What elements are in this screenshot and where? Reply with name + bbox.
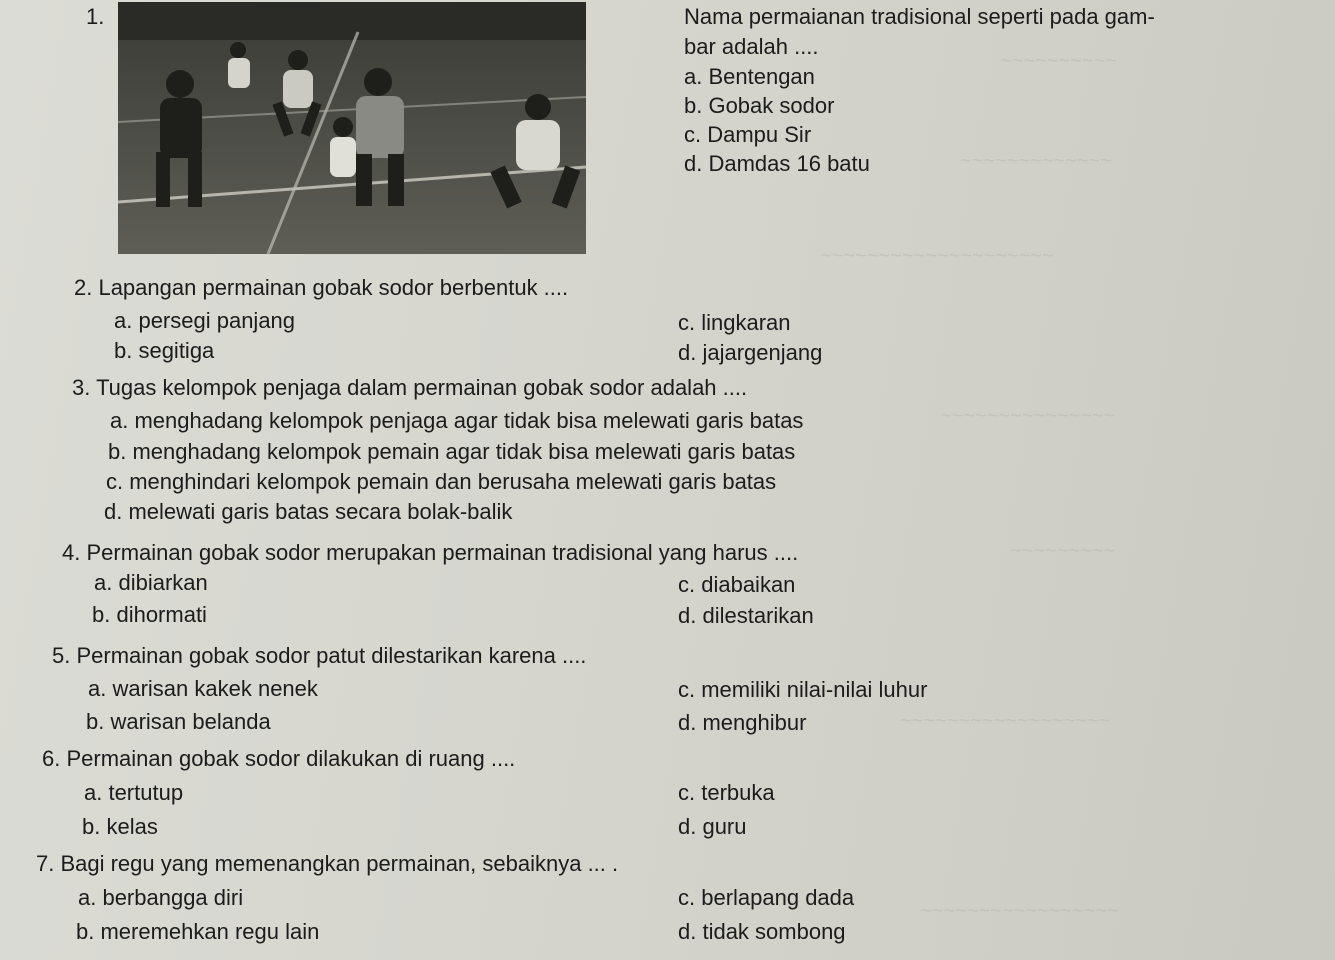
q3-option-d[interactable]: d. melewati garis batas secara bolak-balik [104, 499, 513, 524]
q4-option-a[interactable]: a. dibiarkan [94, 570, 208, 595]
q3-text: 3. Tugas kelompok penjaga dalam permainan gobak sodor adalah .... [72, 375, 748, 400]
q2-option-a[interactable]: a. persegi panjang [114, 308, 296, 333]
q4-text: 4. Permainan gobak sodor merupakan permainan tradisional yang harus .... [62, 540, 799, 565]
q3-option-a[interactable]: a. menghadang kelompok penjaga agar tidak bisa melewati garis batas [110, 408, 804, 433]
q5-option-a[interactable]: a. warisan kakek nenek [88, 676, 318, 701]
show-through: ~~~~~~~~~~~~~~~~~ [920, 900, 1119, 922]
q2-text: 2. Lapangan permainan gobak sodor berbentuk .... [74, 275, 569, 300]
q4-option-b[interactable]: b. dihormati [92, 602, 207, 627]
q1-text-line2: bar adalah .... [684, 34, 819, 59]
q5-option-c[interactable]: c. memiliki nilai-nilai luhur [678, 677, 928, 702]
q5-option-b[interactable]: b. warisan belanda [86, 709, 271, 734]
q5-option-d[interactable]: d. menghibur [678, 710, 807, 735]
q7-option-c[interactable]: c. berlapang dada [678, 885, 855, 910]
q2-option-b[interactable]: b. segitiga [114, 338, 215, 363]
q6-text: 6. Permainan gobak sodor dilakukan di ruang .... [42, 746, 516, 771]
q1-option-c[interactable]: c. Dampu Sir [684, 122, 812, 147]
gobak-sodor-photo [118, 2, 586, 254]
q1-number: 1. [86, 4, 105, 29]
q6-option-a[interactable]: a. tertutup [84, 780, 184, 805]
show-through: ~~~~~~~~~~~~~~~~~~~~ [820, 245, 1054, 267]
q1-text-line1: Nama permaianan tradisional seperti pada gam- [684, 4, 1155, 29]
q4-option-c[interactable]: c. diabaikan [678, 572, 796, 597]
q3-option-b[interactable]: b. menghadang kelompok pemain agar tidak bisa melewati garis batas [108, 439, 796, 464]
players-illustration [118, 2, 586, 254]
q7-option-d[interactable]: d. tidak sombong [678, 919, 846, 944]
q6-option-c[interactable]: c. terbuka [678, 780, 775, 805]
show-through: ~~~~~~~~~~~~~~~~~~ [900, 710, 1111, 732]
show-through: ~~~~~~~~~ [1010, 540, 1116, 562]
q1-option-d[interactable]: d. Damdas 16 batu [684, 151, 870, 176]
q6-option-b[interactable]: b. kelas [82, 814, 158, 839]
q2-option-c[interactable]: c. lingkaran [678, 310, 791, 335]
q4-option-d[interactable]: d. dilestarikan [678, 603, 814, 628]
show-through: ~~~~~~~~~~ [1000, 50, 1117, 72]
show-through: ~~~~~~~~~~~~~ [960, 150, 1112, 172]
q7-option-b[interactable]: b. meremehkan regu lain [76, 919, 320, 944]
show-through: ~~~~~~~~~~~~~~~ [940, 405, 1116, 427]
q2-option-d[interactable]: d. jajargenjang [678, 340, 823, 365]
q7-text: 7. Bagi regu yang memenangkan permainan, sebaiknya ... . [36, 851, 619, 876]
q1-option-b[interactable]: b. Gobak sodor [684, 93, 835, 118]
q1-option-a[interactable]: a. Bentengan [684, 64, 815, 89]
q5-text: 5. Permainan gobak sodor patut dilestarikan karena .... [52, 643, 587, 668]
q3-option-c[interactable]: c. menghindari kelompok pemain dan berusaha melewati garis batas [106, 469, 777, 494]
q7-option-a[interactable]: a. berbangga diri [78, 885, 244, 910]
q6-option-d[interactable]: d. guru [678, 814, 747, 839]
